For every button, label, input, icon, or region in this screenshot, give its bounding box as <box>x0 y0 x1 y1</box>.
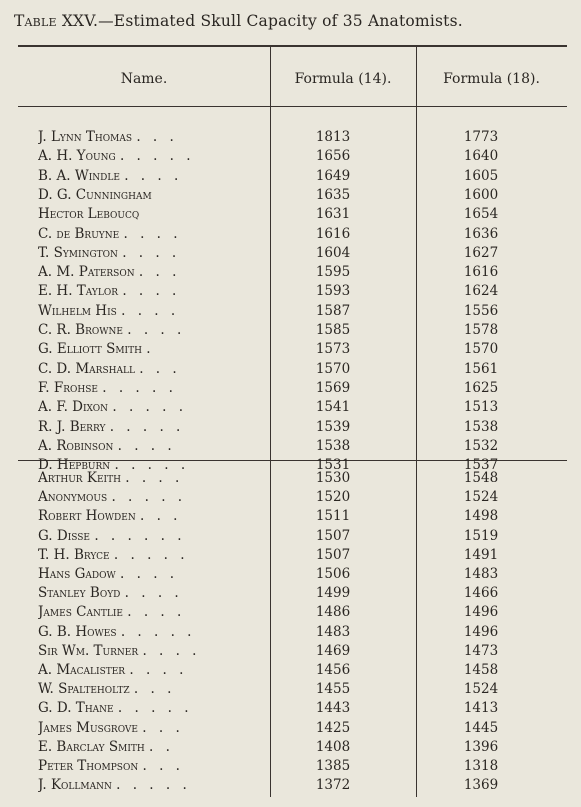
anatomist-name <box>38 205 243 224</box>
formula-14-value: 1531 <box>315 457 351 474</box>
table-row <box>18 244 567 263</box>
name-text: G. B. Howes <box>38 623 117 640</box>
name-text: Stanley Boyd <box>38 585 121 602</box>
formula-14-value: 1595 <box>315 264 351 281</box>
anatomist-name <box>38 507 243 526</box>
formula-18-value: 1466 <box>463 585 499 602</box>
formula-18-value: 1513 <box>463 399 499 416</box>
name-text: Anonymous <box>38 489 108 506</box>
name-text: James Cantlie <box>38 604 123 621</box>
anatomist-name <box>38 757 243 776</box>
leader-dots: . . . . <box>124 167 183 184</box>
name-text: T. Symington <box>38 244 118 261</box>
formula-18-value: 1537 <box>463 457 499 474</box>
formula-18-value: 1556 <box>463 302 499 319</box>
formula-18-value: 1625 <box>463 379 499 396</box>
formula-14-value: 1507 <box>315 527 351 544</box>
table-row <box>18 360 567 379</box>
table-row <box>18 186 567 205</box>
name-text: W. Spalteholtz <box>38 681 130 698</box>
formula-14-value: 1656 <box>315 148 351 165</box>
leader-dots: . <box>146 341 155 358</box>
table-title <box>14 12 574 30</box>
formula-18-value: 1624 <box>463 283 499 300</box>
formula-14-value: 1604 <box>315 244 351 261</box>
name-text: Arthur Keith <box>38 470 121 486</box>
table-row <box>18 776 567 795</box>
leader-dots: . . . . <box>127 604 186 621</box>
table-row <box>18 469 567 488</box>
leader-dots: . . . . . <box>111 489 187 506</box>
leader-dots: . . . . <box>117 437 176 454</box>
formula-18-value: 1369 <box>463 777 499 794</box>
name-text: G. Elliott Smith <box>38 341 142 358</box>
name-text: Hector Leboucq <box>38 206 140 223</box>
name-text: D. G. Cunningham <box>38 186 152 203</box>
table-row <box>18 205 567 224</box>
name-text: A. H. Young <box>38 148 116 165</box>
anatomist-name <box>38 302 243 321</box>
formula-18-value: 1496 <box>463 623 499 640</box>
formula-18-value: 1627 <box>463 244 499 261</box>
table-row <box>18 565 567 584</box>
formula-14-value: 1635 <box>315 186 351 203</box>
leader-dots: . . . <box>139 360 181 377</box>
leader-dots: . . . . . <box>109 418 185 435</box>
name-text: C. D. Marshall <box>38 360 135 377</box>
name-text: Hans Gadow <box>38 566 116 582</box>
formula-18-value: 1773 <box>463 129 499 145</box>
formula-14-value: 1616 <box>315 225 351 242</box>
table-row <box>18 321 567 340</box>
anatomist-name <box>38 379 243 398</box>
formula-18-value: 1498 <box>463 508 499 525</box>
formula-14-value: 1631 <box>315 206 351 223</box>
anatomist-name <box>38 418 243 437</box>
name-text: A. Robinson <box>38 437 114 454</box>
leader-dots: . . . . . <box>102 379 177 396</box>
formula-14-value: 1569 <box>315 379 351 396</box>
name-text: A. Macalister <box>38 662 126 678</box>
name-text: T. H. Bryce <box>38 546 110 563</box>
formula-18-value: 1605 <box>463 167 499 184</box>
formula-18-value: 1636 <box>463 225 499 242</box>
formula-18-value: 1524 <box>463 681 499 698</box>
anatomist-name <box>38 642 243 661</box>
formula-14-value: 1443 <box>315 700 351 717</box>
table-row <box>18 507 567 526</box>
formula-14-value: 1813 <box>315 129 351 145</box>
formula-18-value: 1561 <box>463 360 499 377</box>
table-row <box>18 167 567 186</box>
anatomist-name <box>38 128 243 147</box>
anatomist-name <box>38 263 243 282</box>
name-text: Peter Thompson <box>38 758 139 774</box>
header-name: Name. <box>120 71 168 87</box>
name-text: F. Frohse <box>38 379 98 396</box>
formula-14-value: 1425 <box>315 719 351 736</box>
table-row <box>18 642 567 661</box>
formula-14-value: 1372 <box>315 777 351 794</box>
table-row <box>18 302 567 321</box>
table-row <box>18 379 567 398</box>
formula-14-value: 1486 <box>315 604 351 621</box>
header-formula-18: Formula (18). <box>443 71 540 87</box>
leader-dots: . . . <box>142 758 184 774</box>
formula-14-value: 1483 <box>315 623 351 640</box>
formula-18-value: 1600 <box>463 186 499 203</box>
name-text: C. R. Browne <box>38 322 123 338</box>
table-row <box>18 398 567 417</box>
leader-dots: . . . . <box>123 225 182 242</box>
formula-18-value: 1654 <box>463 206 499 223</box>
name-text: G. Disse <box>38 527 91 544</box>
name-text: C. de Bruyne <box>38 225 120 242</box>
formula-18-value: 1445 <box>463 719 499 736</box>
formula-14-value: 1499 <box>315 585 351 602</box>
anatomist-name <box>38 186 243 205</box>
formula-18-value: 1640 <box>463 148 499 165</box>
table-row <box>18 623 567 642</box>
anatomist-name <box>38 623 243 642</box>
formula-14-value: 1408 <box>315 738 351 755</box>
formula-18-value: 1396 <box>463 738 499 755</box>
formula-14-value: 1530 <box>315 470 351 486</box>
name-text: J. Kollmann <box>38 777 112 794</box>
leader-dots: . . . . <box>122 283 181 300</box>
table-row <box>18 418 567 437</box>
anatomist-name <box>38 603 243 622</box>
table-row <box>18 680 567 699</box>
formula-14-value: 1538 <box>315 437 351 454</box>
anatomist-name <box>38 584 243 603</box>
table-row <box>18 488 567 507</box>
leader-dots: . . . <box>142 719 184 736</box>
anatomist-name <box>38 225 243 244</box>
name-text: G. D. Thane <box>38 700 114 717</box>
formula-18-value: 1538 <box>463 418 499 435</box>
anatomist-name <box>38 719 243 738</box>
anatomist-name <box>38 527 243 546</box>
anatomist-name <box>38 398 243 417</box>
leader-dots: . . . <box>133 681 176 698</box>
anatomist-name <box>38 437 243 456</box>
formula-14-value: 1649 <box>315 167 351 184</box>
formula-14-value: 1385 <box>315 758 351 774</box>
formula-18-value: 1548 <box>463 470 499 486</box>
anatomist-name <box>38 699 243 718</box>
formula-18-value: 1532 <box>463 437 499 454</box>
formula-18-value: 1524 <box>463 489 499 506</box>
name-text: Robert Howden <box>38 508 136 525</box>
formula-18-value: 1473 <box>463 642 499 659</box>
formula-18-value: 1616 <box>463 264 499 281</box>
name-text: James Musgrove <box>38 719 138 736</box>
formula-14-value: 1541 <box>315 399 351 416</box>
leader-dots: . . . . <box>127 322 186 338</box>
leader-dots: . . . . <box>124 585 183 602</box>
leader-dots: . . . . <box>122 244 181 261</box>
anatomist-name <box>38 244 243 263</box>
leader-dots: . . . . <box>142 642 201 659</box>
leader-dots: . . . . . <box>119 148 195 165</box>
anatomist-name <box>38 661 243 680</box>
formula-18-value: 1483 <box>463 566 499 582</box>
formula-14-value: 1520 <box>315 489 351 506</box>
formula-18-value: 1496 <box>463 604 499 621</box>
table-row <box>18 584 567 603</box>
name-text: Wilhelm His <box>38 302 117 319</box>
header-formula-14: Formula (14). <box>294 71 392 87</box>
table-row <box>18 225 567 244</box>
anatomist-name <box>38 321 243 340</box>
formula-18-value: 1491 <box>463 546 499 563</box>
name-text: Sir Wm. Turner <box>38 642 139 659</box>
leader-dots: . . . . . <box>114 457 190 474</box>
leader-dots: . . . <box>136 129 178 145</box>
anatomist-name <box>38 546 243 565</box>
leader-dots: . . . . <box>125 470 184 486</box>
formula-14-value: 1593 <box>315 283 351 300</box>
name-text: R. J. Berry <box>38 418 106 435</box>
formula-14-value: 1573 <box>315 341 351 358</box>
formula-14-value: 1456 <box>315 662 351 678</box>
formula-14-value: 1469 <box>315 642 351 659</box>
table-row <box>18 738 567 757</box>
anatomist-name <box>38 565 243 584</box>
formula-18-value: 1578 <box>463 322 499 338</box>
anatomist-name <box>38 738 243 757</box>
anatomist-name <box>38 488 243 507</box>
leader-dots: . . . . . <box>113 546 189 563</box>
leader-dots: . . . . . <box>116 777 191 794</box>
formula-14-value: 1585 <box>315 322 351 338</box>
name-text: A. M. Paterson <box>38 264 135 281</box>
table-row <box>18 147 567 166</box>
formula-14-value: 1587 <box>315 302 351 319</box>
formula-14-value: 1506 <box>315 566 351 582</box>
formula-18-value: 1519 <box>463 527 499 544</box>
name-text: E. Barclay Smith <box>38 738 145 755</box>
formula-18-value: 1458 <box>463 662 499 678</box>
name-text: E. H. Taylor <box>38 283 119 300</box>
name-text: D. Hepburn <box>38 457 111 474</box>
formula-18-value: 1413 <box>463 700 499 717</box>
leader-dots: . . <box>149 738 174 755</box>
leader-dots: . . . . . . <box>94 527 186 544</box>
table-row <box>18 128 567 147</box>
formula-14-value: 1539 <box>315 418 351 435</box>
table-row <box>18 699 567 718</box>
table-row <box>18 719 567 738</box>
leader-dots: . . . <box>140 508 182 525</box>
table-row <box>18 340 567 359</box>
table-number: Table XXV. <box>14 12 99 30</box>
formula-18-value: 1318 <box>463 758 499 774</box>
name-text: B. A. Windle <box>38 167 120 184</box>
anatomist-name <box>38 147 243 166</box>
leader-dots: . . . . <box>129 662 188 678</box>
anatomist-name <box>38 360 243 379</box>
formula-18-value: 1570 <box>463 341 499 358</box>
header-rule <box>18 106 567 107</box>
anatomist-name <box>38 167 243 186</box>
leader-dots: . . . . . <box>112 399 187 416</box>
anatomist-name <box>38 282 243 301</box>
table-row <box>18 527 567 546</box>
table-caption: —Estimated Skull Capacity of 35 Anatomists. <box>98 12 463 30</box>
table-row <box>18 437 567 456</box>
leader-dots: . . . . <box>121 302 180 319</box>
anatomist-name <box>38 469 243 488</box>
formula-14-value: 1511 <box>315 508 351 525</box>
leader-dots: . . . . <box>120 566 179 582</box>
anatomist-name <box>38 680 243 699</box>
anatomist-name <box>38 340 243 359</box>
name-text: A. F. Dixon <box>38 399 109 416</box>
anatomist-name <box>38 776 243 795</box>
table-row <box>18 661 567 680</box>
table-row <box>18 546 567 565</box>
leader-dots: . . . . . <box>117 700 193 717</box>
formula-14-value: 1570 <box>315 360 351 377</box>
table-row <box>18 603 567 622</box>
name-text: J. Lynn Thomas <box>38 129 133 145</box>
table-row <box>18 263 567 282</box>
formula-14-value: 1507 <box>315 546 351 563</box>
formula-14-value: 1455 <box>315 681 351 698</box>
table-row <box>18 282 567 301</box>
leader-dots: . . . <box>138 264 181 281</box>
table-row <box>18 757 567 776</box>
leader-dots: . . . . . <box>120 623 196 640</box>
